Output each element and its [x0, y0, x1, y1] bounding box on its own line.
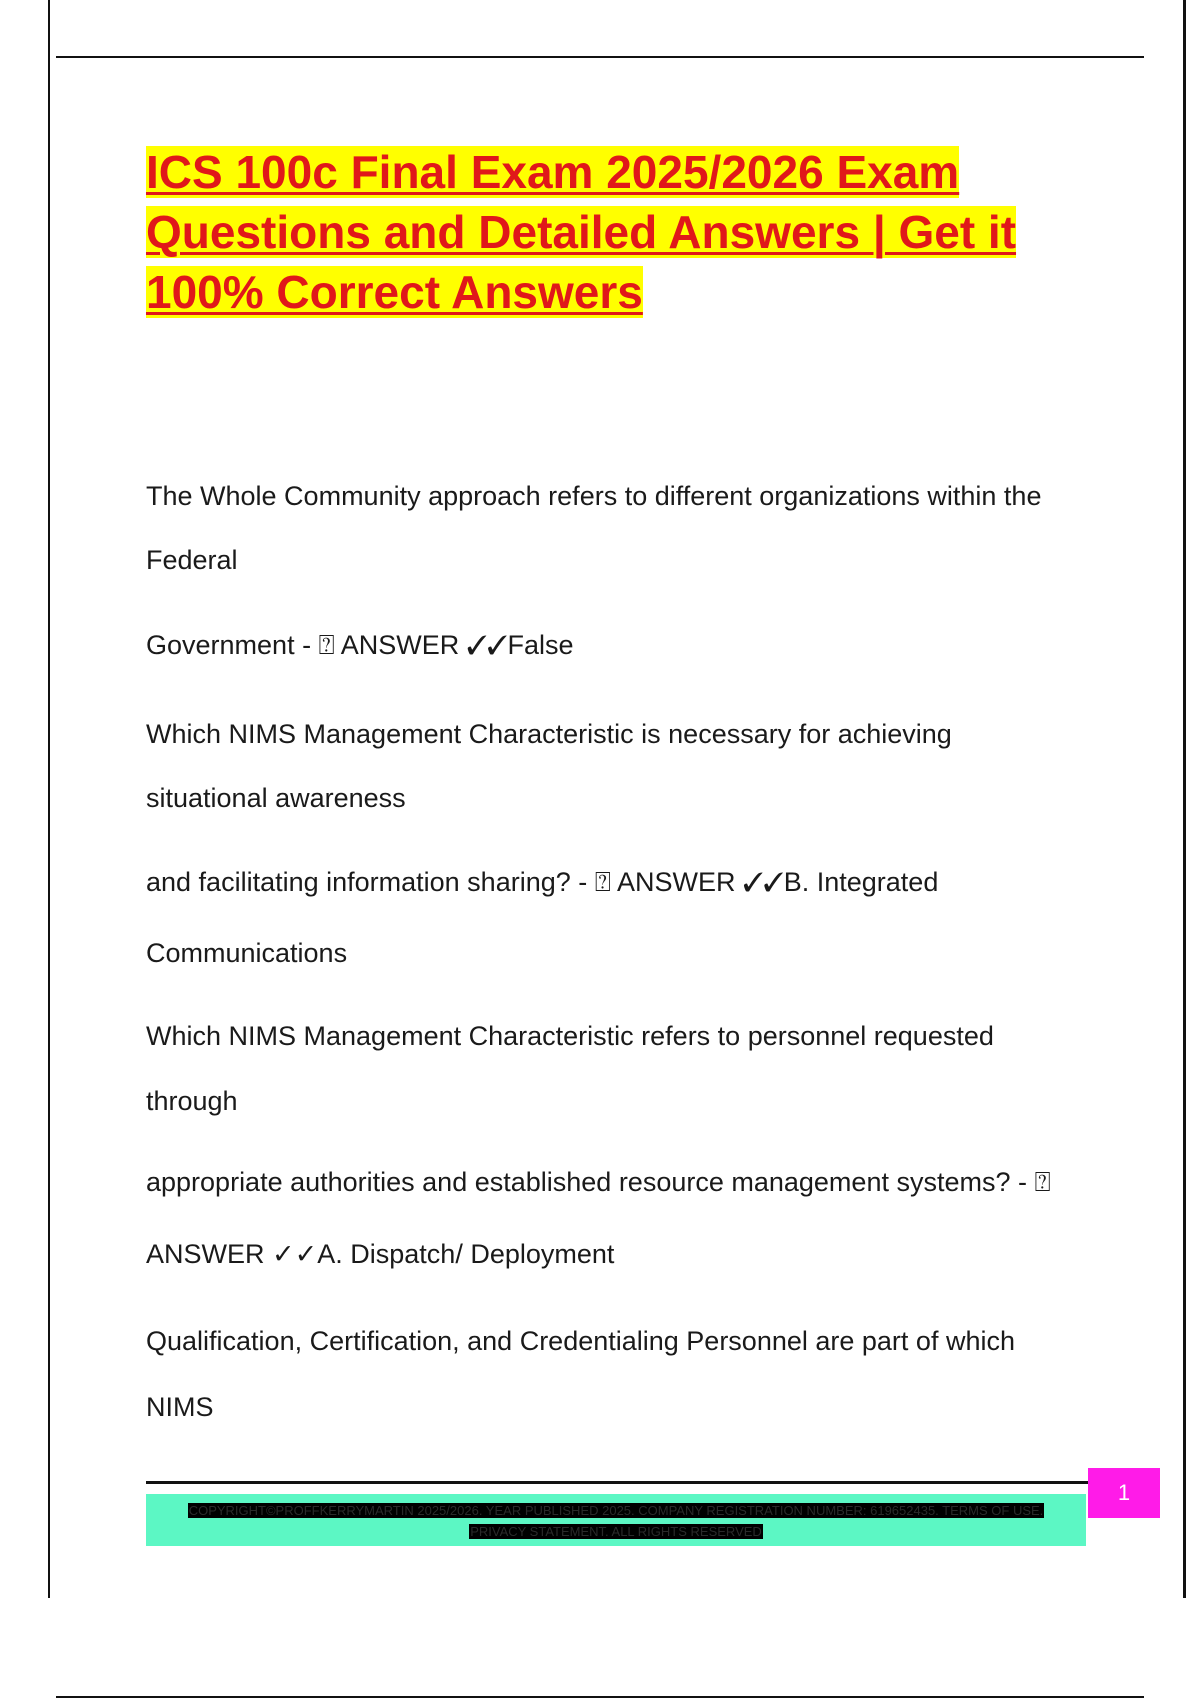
- page-number-badge: 1: [1088, 1468, 1160, 1518]
- body-line-11: ANSWER ✓✓A. Dispatch/ Deployment: [146, 1239, 615, 1269]
- body-line-6: and facilitating information sharing? - ⍰ ANSWER ✓✓B. Integrated: [146, 867, 939, 897]
- body-line-13: NIMS: [146, 1392, 214, 1422]
- title-line-2: Questions and Detailed Answers | Get it: [146, 206, 1017, 258]
- body-line-10: appropriate authorities and established resource management systems? - ⍰: [146, 1167, 1051, 1197]
- body-line-3: Government - ⍰ ANSWER ✓✓False: [146, 630, 574, 660]
- copyright-line-1-wrap: [168, 1501, 1064, 1521]
- document-title: [146, 142, 1106, 322]
- title-line-1: ICS 100c Final Exam 2025/2026 Exam: [146, 146, 960, 198]
- copyright-line-1: COPYRIGHT©PROFFKERRYMARTIN 2025/2026. YEAR PUBLISHED 2025. COMPANY REGISTRATION NUMBER: 619652435. TERMS OF USE.: [188, 1503, 1044, 1518]
- body-line-12: Qualification, Certification, and Credentialing Personnel are part of which: [146, 1326, 1015, 1356]
- copyright-line-2: PRIVACY STATEMENT. ALL RIGHTS RESERVED: [470, 1524, 762, 1539]
- left-page-border: [48, 0, 50, 1598]
- body-line-7: Communications: [146, 938, 348, 968]
- body-line-5: situational awareness: [146, 783, 406, 813]
- top-rule: [56, 56, 1144, 58]
- body-line-1: The Whole Community approach refers to different organizations within the: [146, 481, 1042, 511]
- footer-rule: [146, 1481, 1088, 1484]
- copyright-line-2-wrap: [146, 1522, 1086, 1542]
- body-line-2: Federal: [146, 545, 238, 575]
- bottom-rule: [56, 1696, 1144, 1698]
- right-page-border: [1183, 0, 1186, 1598]
- body-line-4: Which NIMS Management Characteristic is necessary for achieving: [146, 719, 952, 749]
- body-line-9: through: [146, 1086, 238, 1116]
- body-line-8: Which NIMS Management Characteristic refers to personnel requested: [146, 1021, 994, 1051]
- copyright-footer: [146, 1494, 1086, 1546]
- title-line-3: 100% Correct Answers: [146, 266, 643, 318]
